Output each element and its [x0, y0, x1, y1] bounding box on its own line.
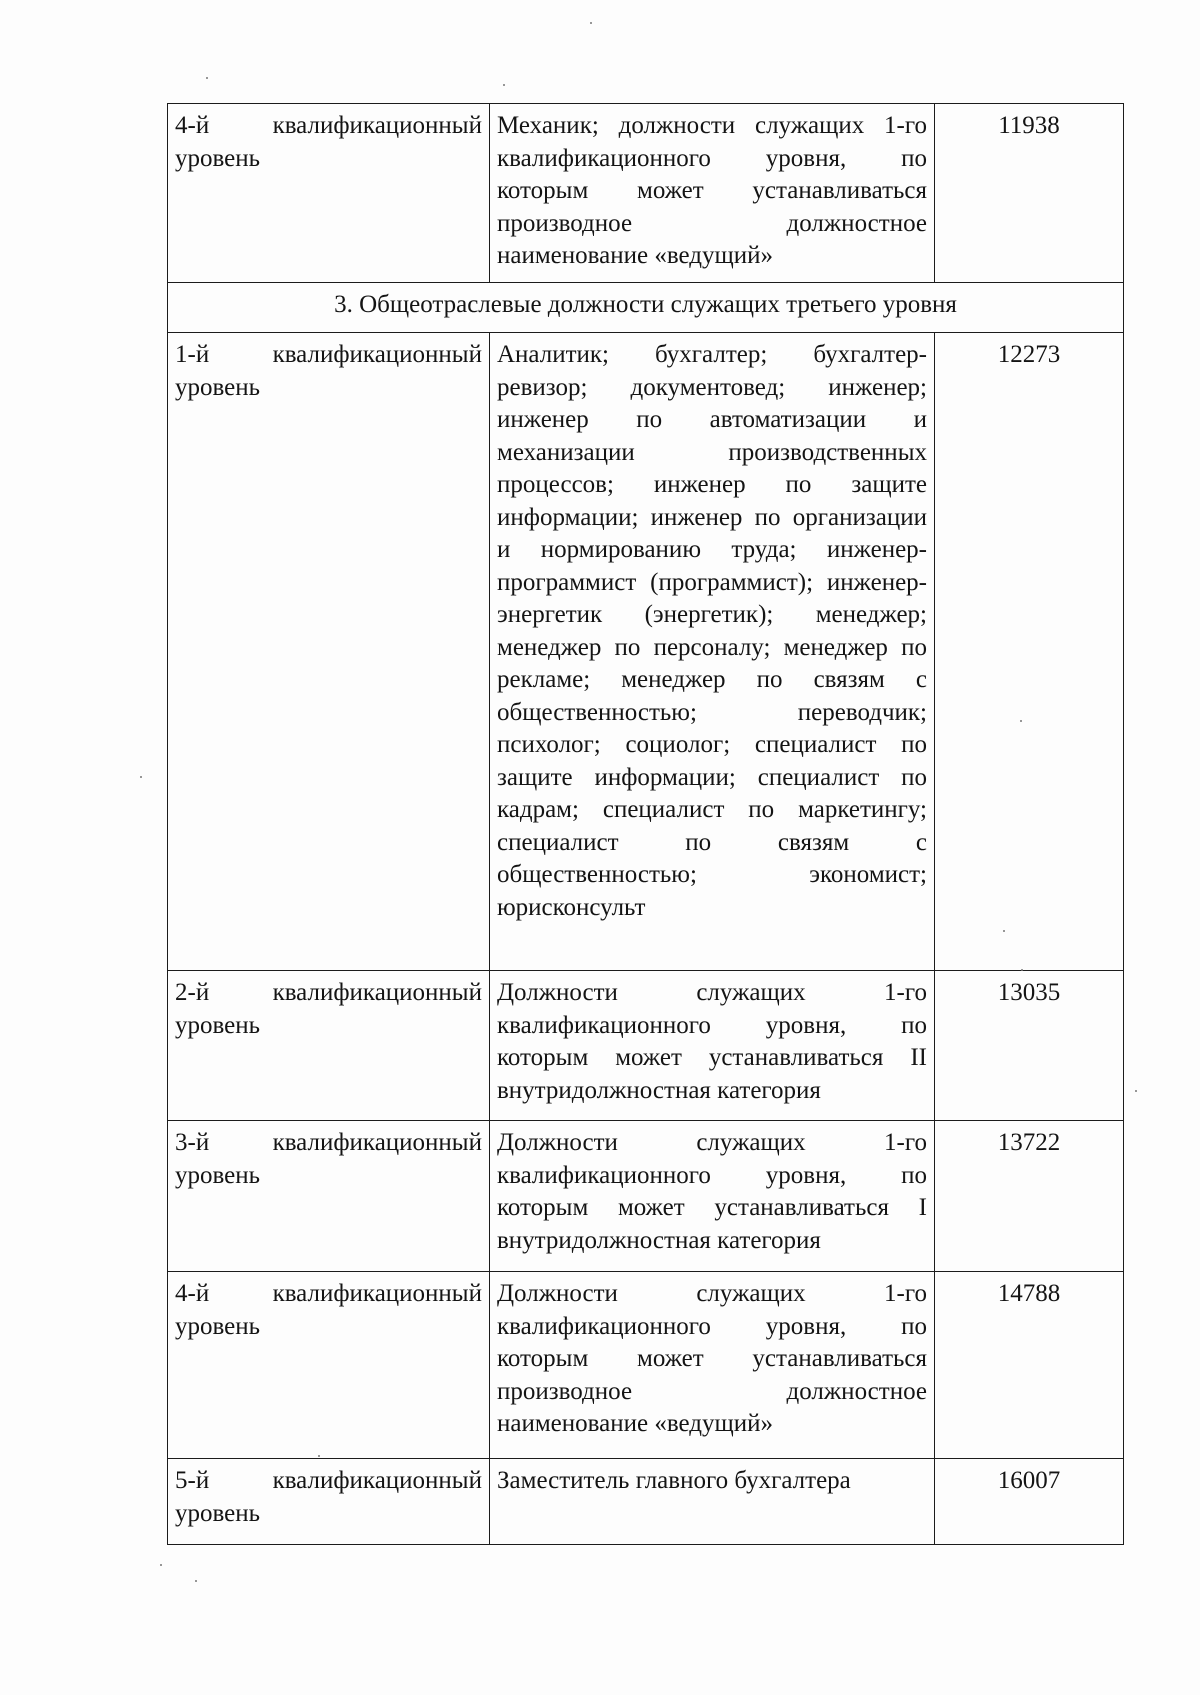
- section-header-row: [168, 283, 1124, 333]
- positions-cell: Аналитик; бухгалтер; бухгалтер-ревизор; документовед; инженер; инженер по автоматизации и механизации производственных процессов; инженер по защите информации; инженер по организации и нормированию труда; инженер-программист (программист); инженер-энергетик (энергетик); менеджер; менеджер по персоналу; менеджер по рекламе; менеджер по связям с общественностью; переводчик; психолог; социолог; специалист по защите информации; специалист по кадрам; специалист по маркетингу; специалист по связям с общественностью; экономист; юрисконсульт: [490, 333, 935, 971]
- qualification-level-cell: 4-й квалификационный уровень: [168, 1272, 490, 1459]
- positions-cell: Механик; должности служащих 1-го квалификационного уровня, по которым может устанавливаться производное должностное наименование «ведущий»: [490, 104, 935, 283]
- table-row: [168, 1272, 1124, 1459]
- scan-speck: [590, 22, 592, 24]
- salary-cell: 13722: [935, 1121, 1124, 1272]
- qualification-level-cell: 2-й квалификационный уровень: [168, 971, 490, 1121]
- table-row: [168, 104, 1124, 283]
- salary-cell: 14788: [935, 1272, 1124, 1459]
- positions-cell: Должности служащих 1-го квалификационного уровня, по которым может устанавливаться I внутридолжностная категория: [490, 1121, 935, 1272]
- scan-speck: [140, 776, 142, 778]
- positions-cell: Должности служащих 1-го квалификационного уровня, по которым может устанавливаться II внутридолжностная категория: [490, 971, 935, 1121]
- table-row: [168, 1121, 1124, 1272]
- scan-speck: [503, 84, 505, 86]
- qualification-level-cell: 3-й квалификационный уровень: [168, 1121, 490, 1272]
- positions-cell: Заместитель главного бухгалтера: [490, 1459, 935, 1545]
- salary-cell: 16007: [935, 1459, 1124, 1545]
- scan-speck: [195, 1580, 197, 1582]
- positions-cell: Должности служащих 1-го квалификационного уровня, по которым может устанавливаться производное должностное наименование «ведущий»: [490, 1272, 935, 1459]
- scan-speck: [206, 77, 208, 79]
- table-row: [168, 1459, 1124, 1545]
- salary-cell: 11938: [935, 104, 1124, 283]
- qualification-level-cell: 5-й квалификационный уровень: [168, 1459, 490, 1545]
- table-row: [168, 971, 1124, 1121]
- salary-table: [167, 103, 1124, 1545]
- scan-speck: [1020, 720, 1022, 722]
- table-row: [168, 333, 1124, 971]
- salary-cell: 12273: [935, 333, 1124, 971]
- scan-speck: [1135, 1090, 1137, 1092]
- section-title: 3. Общеотраслевые должности служащих третьего уровня: [168, 283, 1124, 333]
- qualification-level-cell: 1-й квалификационный уровень: [168, 333, 490, 971]
- scan-speck: [1003, 930, 1005, 932]
- qualification-level-cell: 4-й квалификационный уровень: [168, 104, 490, 283]
- salary-cell: 13035: [935, 971, 1124, 1121]
- scan-speck: [1021, 969, 1023, 971]
- scan-speck: [160, 1564, 162, 1566]
- scan-speck: [318, 1455, 320, 1457]
